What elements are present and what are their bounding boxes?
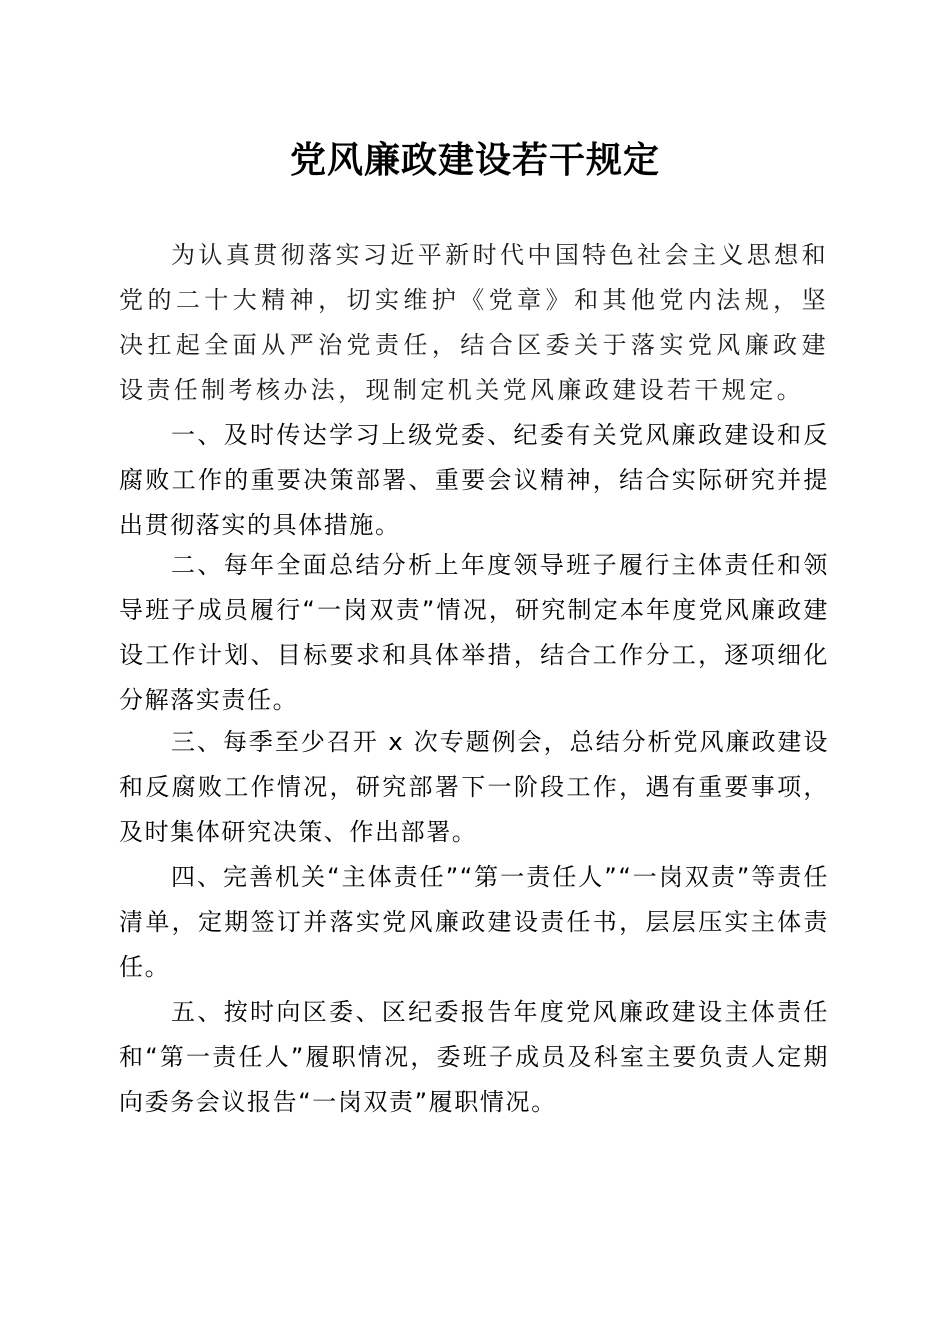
clause-5: 五、按时向区委、区纪委报告年度党风廉政建设主体责任和“第一责任人”履职情况，委班子成员及科室主要负责人定期向委务会议报告“一岗双责”履职情况。 <box>119 998 829 1116</box>
clause-4: 四、完善机关“主体责任”“第一责任人”“一岗双责”等责任清单，定期签订并落实党风廉政建设责任书，层层压实主体责任。 <box>119 863 829 981</box>
clause-2: 二、每年全面总结分析上年度领导班子履行主体责任和领导班子成员履行“一岗双责”情况，研究制定本年度党风廉政建设工作计划、目标要求和具体举措，结合工作分工，逐项细化分解落实责任。 <box>119 551 829 714</box>
clause-3: 三、每季至少召开 x 次专题例会，总结分析党风廉政建设和反腐败工作情况，研究部署下一阶段工作，遇有重要事项，及时集体研究决策、作出部署。 <box>119 728 829 846</box>
document-title: 党风廉政建设若干规定 <box>289 139 660 181</box>
intro-paragraph: 为认真贯彻落实习近平新时代中国特色社会主义思想和党的二十大精神，切实维护《党章》和其他党内法规，坚决扛起全面从严治党责任，结合区委关于落实党风廉政建设责任制考核办法，现制定机关党风廉政建设若干规定。 <box>119 241 829 404</box>
clause-1: 一、及时传达学习上级党委、纪委有关党风廉政建设和反腐败工作的重要决策部署、重要会议精神，结合实际研究并提出贯彻落实的具体措施。 <box>119 421 829 539</box>
